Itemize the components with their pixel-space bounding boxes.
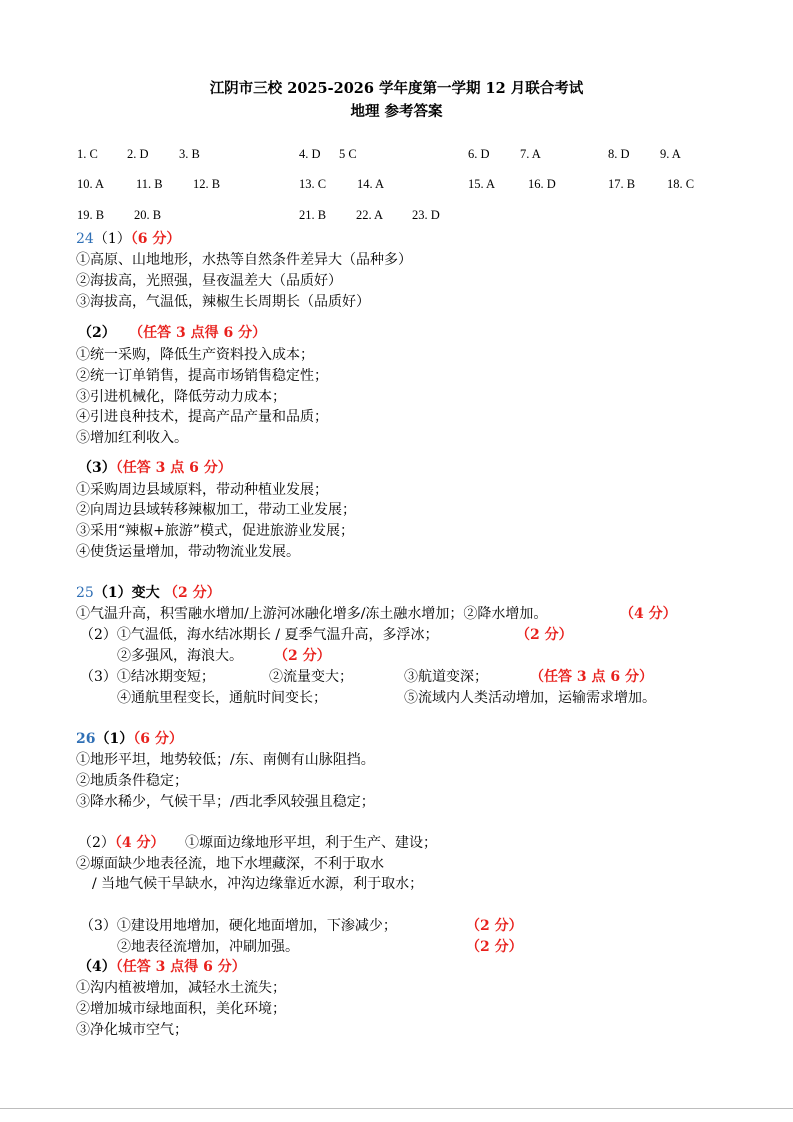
part-label: （3） (78, 460, 116, 476)
part-label: （1） (95, 731, 134, 747)
answer-line: （3）①结冰期变短； (80, 669, 215, 685)
q25-part1-heading (76, 583, 221, 603)
mc-answer: 21. B (299, 208, 327, 222)
question-number: 24 (76, 231, 94, 247)
answer-line: ②统一订单销售，提高市场销售稳定性； (76, 368, 328, 384)
mc-answer: 14. A (357, 177, 385, 191)
mc-answer: 15. A (468, 177, 496, 191)
q24-part1-heading (76, 229, 180, 249)
part-label: （1） (93, 231, 131, 247)
answer-line: ①沟内植被增加，减轻水土流失； (76, 980, 286, 996)
q26-part4-heading (78, 957, 246, 977)
answer-line: ②地表径流增加，冲刷加强。 (117, 939, 299, 955)
score-note: （2 分） (516, 627, 573, 643)
answer-line: ①地形平坦，地势较低；/东、南侧有山脉阻挡。 (76, 752, 375, 768)
q24-part2-heading (78, 323, 266, 343)
mc-answer: 3. B (179, 147, 200, 161)
mc-answer: 23. D (412, 208, 440, 222)
answer-line: ②流量变大； (269, 669, 353, 685)
score-note: （4 分） (114, 835, 165, 851)
part-label: （2） (78, 835, 115, 851)
answer-line: ②向周边县域转移辣椒加工，带动工业发展； (76, 502, 356, 518)
answer-line: ③航道变深； (404, 669, 488, 685)
page-subtitle: 地理 参考答案 (350, 103, 443, 120)
mc-answer: 13. C (299, 177, 327, 191)
mc-answer: 10. A (77, 177, 105, 191)
answer-line: ③引进机械化，降低劳动力成本； (76, 389, 286, 405)
mc-answer: 9. A (660, 147, 681, 161)
page-title: 江阴市三校 2025-2026 学年度第一学期 12 月联合考试 (209, 80, 584, 97)
score-note: （任答 3 点 6 分） (115, 460, 232, 476)
answer-line: ③采用“辣椒+旅游”模式，促进旅游业发展； (76, 523, 355, 539)
score-note: （6 分） (133, 731, 183, 747)
answer-line: ①塬面边缘地形平坦，利于生产、建设； (185, 835, 437, 851)
mc-answer: 1. C (77, 147, 98, 161)
score-note: （任答 3 点 6 分） (530, 669, 653, 685)
answer-line: ①高原、山地地形，水热等自然条件差异大（品种多） (76, 252, 412, 268)
score-note: （2 分） (466, 939, 523, 955)
answer-line: ②增加城市绿地面积，美化环境； (76, 1001, 286, 1017)
answer-line: ④使货运量增加，带动物流业发展。 (76, 544, 300, 560)
part-label: （4） (78, 959, 116, 975)
q26-part1-heading (76, 729, 183, 749)
answer-line: ④通航里程变长，通航时间变长； (117, 690, 327, 706)
answer-line: ②海拔高，光照强，昼夜温差大（品质好） (76, 273, 342, 289)
mc-answer: 16. D (528, 177, 556, 191)
question-number: 25 (76, 585, 94, 601)
mc-answer: 6. D (468, 147, 490, 161)
answer-line: ②地质条件稳定； (76, 773, 188, 789)
mc-answer: 8. D (608, 147, 630, 161)
answer-line: ②多强风，海浪大。 (117, 648, 243, 664)
answer-line: ④引进良种技术，提高产品产量和品质； (76, 409, 328, 425)
answer-line: ①采购周边县域原料，带动种植业发展； (76, 482, 328, 498)
answer-line: / 当地气候干旱缺水，冲沟边缘靠近水源，利于取水； (92, 876, 424, 892)
q24-part3-heading (78, 458, 232, 478)
answer-line: （3）①建设用地增加，硬化地面增加，下渗减少； (80, 918, 397, 934)
answer-line: ⑤增加红利收入。 (76, 430, 188, 446)
mc-answer: 18. C (667, 177, 695, 191)
mc-answer: 4. D (299, 147, 321, 161)
question-number: 26 (76, 731, 96, 747)
mc-answer: 11. B (136, 177, 163, 191)
answer-line: ③海拔高，气温低，辣椒生长周期长（品质好） (76, 294, 370, 310)
answer-line: ①气温升高，积雪融水增加/上游河冰融化增多/冻土融水增加；②降水增加。 (76, 606, 548, 622)
answer-line: （2）①气温低，海水结冰期长 / 夏季气温升高，多浮冰； (80, 627, 439, 643)
score-note: （2 分） (164, 585, 221, 601)
answer-line: ⑤流域内人类活动增加，运输需求增加。 (404, 690, 656, 706)
mc-answer: 20. B (134, 208, 162, 222)
q26-part2-heading (78, 833, 165, 853)
mc-answer: 2. D (127, 147, 149, 161)
mc-answer: 12. B (193, 177, 221, 191)
answer-line: ①统一采购，降低生产资料投入成本； (76, 347, 314, 363)
score-note: （任答 3 点得 6 分） (115, 959, 246, 975)
score-note: （6 分） (130, 231, 181, 247)
part-label: （2） (78, 325, 116, 341)
mc-answer: 19. B (77, 208, 105, 222)
mc-answer: 22. A (356, 208, 384, 222)
answer-line: ③降水稀少，气候干旱；/西北季风较强且稳定； (76, 794, 375, 810)
mc-answer: 5 C (339, 147, 357, 161)
mc-answer: 17. B (608, 177, 636, 191)
page-bottom-divider (0, 1108, 793, 1109)
score-note: （2 分） (466, 918, 523, 934)
score-note: （4 分） (620, 606, 677, 622)
score-note: （2 分） (274, 648, 331, 664)
answer-line: ③净化城市空气； (76, 1022, 188, 1038)
part-label: （1）变大 (93, 585, 160, 601)
answer-line: ②塬面缺少地表径流，地下水埋藏深，不利于取水 (76, 856, 384, 872)
mc-answer: 7. A (520, 147, 541, 161)
score-note: （任答 3 点得 6 分） (129, 325, 267, 341)
